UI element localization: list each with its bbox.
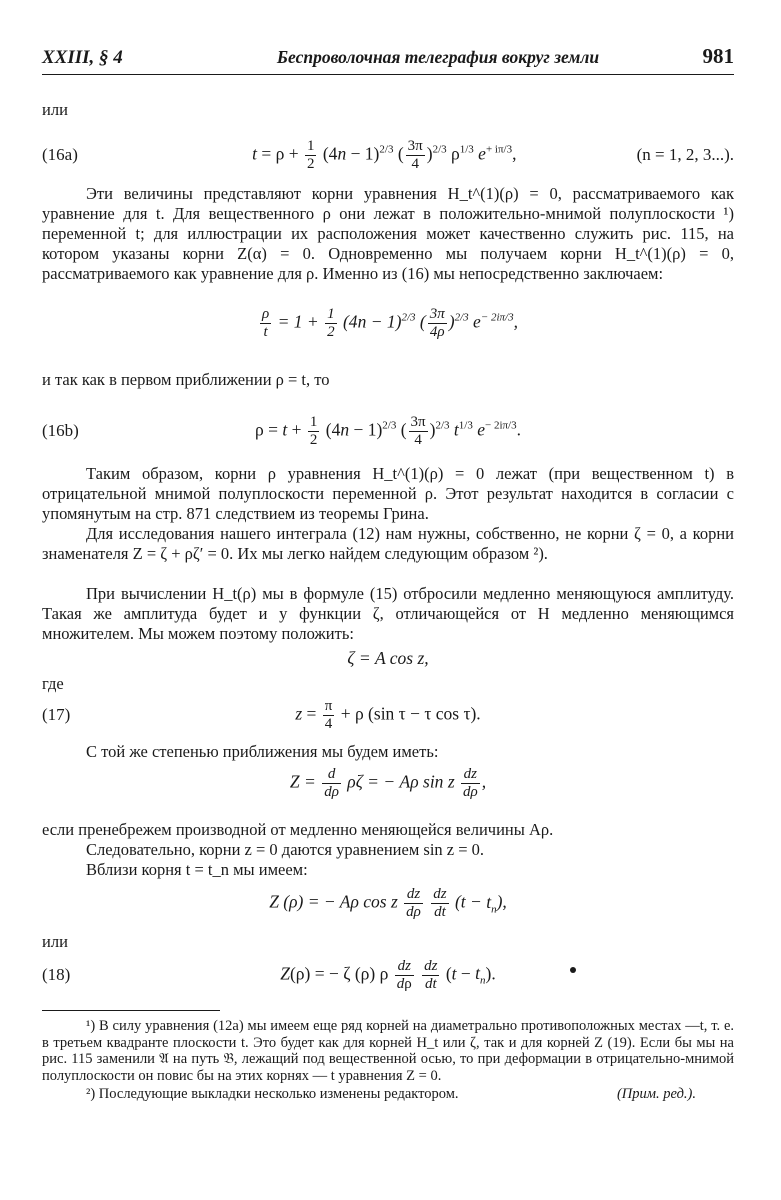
paragraph-near-root: Вблизи корня t = t_n мы имеем: — [86, 860, 308, 879]
footnote-2-row — [42, 1086, 734, 1103]
equation-label-16a: (16a) — [42, 145, 78, 164]
running-title: Беспроволочная телеграфия вокруг земли — [276, 47, 600, 67]
equation-16b-body: ρ = t + $\frac{1}{2}$ $(4n - 1)^{2/3}$ ( $\frac{3\pi}{4}$ )$^{2/3}$ $t^{1/3}$ $e^{- 2i\pi/3}$. — [255, 413, 521, 448]
equation-rho-over-t: $\frac{\rho}{t}$ = 1 + $\frac{1}{2}$ $(4n - 1)^{2/3}$ ( $\frac{3\pi}{4\rho}$ )$^{2/3}$ $e^{- 2i\pi/3}$, — [262, 306, 518, 340]
equation-Z-derivative: Z = $\frac{d}{d\rho}$ ρζ = − Aρ sin z $\frac{dz}{d\rho}$ , — [289, 766, 487, 800]
equation-16b — [42, 402, 734, 460]
footnote-2-editor-note: (Прим. ред.). — [616, 1086, 696, 1102]
footnote-2: ²) Последующие выкладки несколько изменены редактором. — [86, 1086, 459, 1102]
paragraph-roots-sin: Следовательно, корни z = 0 даются уравнением sin z = 0. — [86, 840, 485, 859]
equation-17 — [42, 692, 734, 738]
equation-16a-body: t = ρ + $\frac{1}{2}$ $(4n - 1)^{2/3}$ ( $\frac{3\pi}{4}$ )$^{2/3}$ $\rho^{1/3}$ $e^{+ i\pi/3}$, — [252, 137, 517, 172]
paragraph-denominator-roots: Для исследования нашего интеграла (12) нам нужны, собственно, не корни ζ = 0, а корни знаменателя Z = ζ + ρζ′ = 0. Их мы легко найдем следующим образом ²). — [42, 524, 734, 563]
equation-16a — [42, 130, 734, 180]
equation-Z-near-root: Z (ρ) = − Aρ cos z $\frac{dz}{d\rho}$ $\frac{dz}{dt}$ $(t - t_n)$, — [269, 886, 507, 920]
paragraph-first-approximation: и так как в первом приближении ρ = t, то — [42, 370, 330, 389]
paragraph-roots-hankel: Эти величины представляют корни уравнения H_t^(1)(ρ) = 0, рассматриваемого как уравнение для t. Для вещественного ρ они лежат в положительно-мнимой полуплоскости ¹) переменной t; для иллюстрации их расположения может качественно служить рис. 115, на котором указаны корни Z(α) = 0. Одновременно мы получаем корни H_t^(1)(ρ) = 0, рассматриваемого как уравнение для ρ. Именно из (16) мы непосредственно заключаем: — [42, 184, 734, 283]
footnote-1: ¹) В силу уравнения (12a) мы имеем еще ряд корней на диаметрально противоположных местах —t, т. е. в третьем квадранте плоскости t. Это будет как для корней H_t или ζ, так и для корней Z (19). Если бы мы на рис. 115 заменили 𝔄 на путь 𝔅, лежащий под вещественной осью, то при деформации в отрицательно-мнимой полуплоскости он повис бы на этих корнях — t уравнения Z = 0. — [42, 1018, 734, 1084]
equation-18 — [42, 950, 734, 1000]
word-gde: где — [42, 674, 64, 693]
chapter-ref: XXIII, § 4 — [42, 47, 123, 68]
word-ili-1: или — [42, 100, 68, 119]
ink-speck — [570, 967, 576, 973]
word-ili-2: или — [42, 932, 68, 951]
header-rule — [42, 74, 734, 75]
equation-18-body: Z(ρ) = − ζ (ρ) ρ $\frac{dz}{d\rho}$ $\frac{dz}{dt}$ $(t - t_n)$. — [280, 957, 496, 992]
page — [42, 44, 734, 1102]
footnote-rule — [42, 1010, 220, 1011]
equation-16a-range: (n = 1, 2, 3...). — [636, 145, 734, 164]
paragraph-same-approximation: С той же степенью приближения мы будем иметь: — [86, 742, 439, 761]
running-header — [42, 44, 734, 72]
equation-label-17: (17) — [42, 705, 71, 724]
equation-label-16b: (16b) — [42, 421, 79, 440]
paragraph-neglect-derivative: если пренебрежем производной от медленно меняющейся величины Aρ. — [42, 820, 554, 839]
equation-17-body: z = $\frac{\pi}{4}$ + ρ (sin τ − τ cos τ). — [295, 697, 481, 732]
page-number: 981 — [702, 44, 734, 68]
equation-zeta: ζ = A cos z, — [347, 648, 429, 668]
equation-label-18: (18) — [42, 965, 71, 984]
paragraph-negative-half-plane: Таким образом, корни ρ уравнения H_t^(1)(ρ) = 0 лежат (при вещественном t) в отрицательной мнимой полуплоскости переменной ρ. Этот результат находится в согласии с упомянутым на стр. 871 следствием из теоремы Грина. — [42, 464, 734, 523]
paragraph-amplitude: При вычислении H_t(ρ) мы в формуле (15) отбросили медленно меняющуюся амплитуду. Такая же амплитуда будет и у функции ζ, отличающейся от H медленно меняющимся множителем. Мы можем поэтому положить: — [42, 584, 734, 643]
